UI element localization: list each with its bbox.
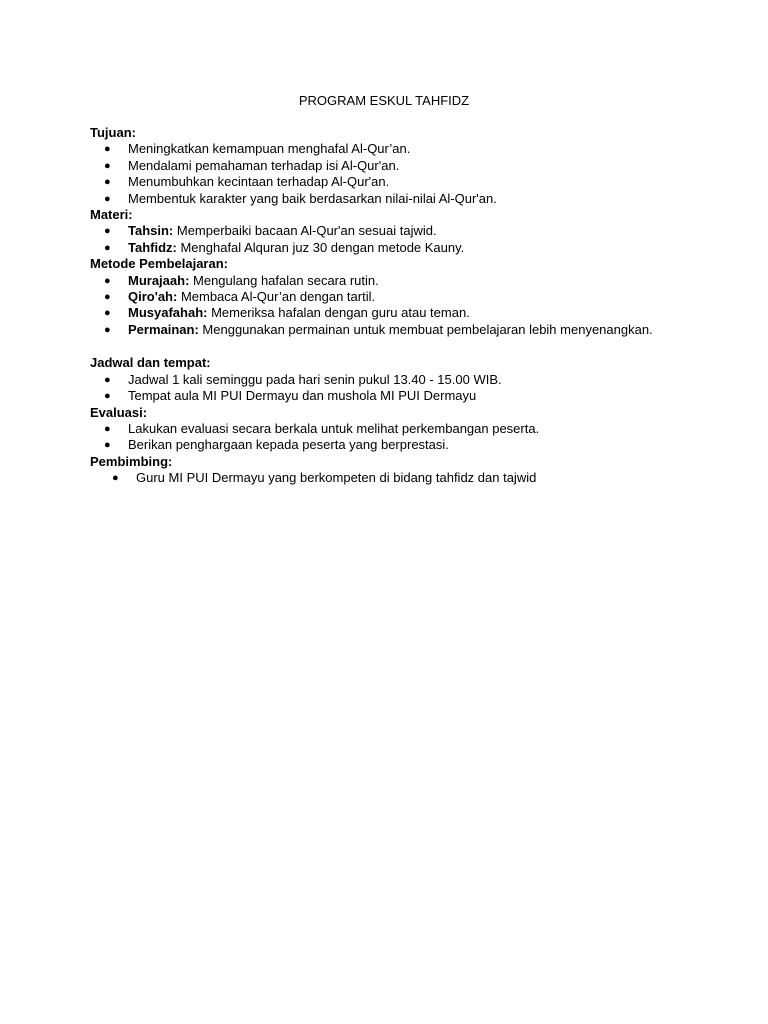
item-term: Permainan: [128,321,199,337]
bullet-list [90,141,690,207]
item-text: Membaca Al-Qur’an dengan tartil. [177,289,376,305]
bullet-icon: ● [104,225,111,238]
document-body [90,125,690,487]
list-item [90,240,690,256]
item-text: Membentuk karakter yang baik berdasarkan nilai-nilai Al-Qur'an. [128,190,497,206]
paragraph-gap [90,338,690,355]
item-text: Lakukan evaluasi secara berkala untuk melihat perkembangan peserta. [128,420,540,436]
document-title: PROGRAM ESKUL TAHFIDZ [298,93,470,108]
bullet-icon: ● [104,307,111,320]
section-heading: Tujuan: [90,125,136,140]
bullet-icon: ● [104,176,111,189]
item-text: Memeriksa hafalan dengan guru atau teman. [207,305,470,321]
item-text: Menggunakan permainan untuk membuat pembelajaran lebih menyenangkan. [198,321,653,337]
item-text: Memperbaiki bacaan Al-Qur'an sesuai tajwid. [173,223,437,239]
bullet-icon: ● [104,192,111,205]
section-heading: Materi: [90,207,133,223]
bullet-icon: ● [104,323,111,336]
item-text: Berikan penghargaan kepada peserta yang berprestasi. [128,437,449,453]
list-item [90,372,690,388]
item-text: Mengulang hafalan secara rutin. [189,272,379,288]
bullet-icon: ● [104,390,111,403]
section-metode-pembelajaran [90,256,690,338]
bullet-icon: ● [104,422,111,435]
section-heading: Jadwal dan tempat: [90,355,211,371]
bullet-list [90,273,690,339]
section-heading: Evaluasi: [90,404,148,420]
item-text: Guru MI PUI Dermayu yang berkompeten di bidang tahfidz dan tajwid [136,470,537,486]
item-text: Tempat aula MI PUI Dermayu dan mushola MI PUI Dermayu [128,388,477,404]
list-item [90,191,690,207]
item-term: Musyafahah: [128,305,208,321]
item-text: Meningkatkan kemampuan menghafal Al-Qur’an. [128,141,411,157]
list-item [90,470,690,486]
section-evaluasi [90,405,690,454]
bullet-icon: ● [104,159,111,172]
bullet-list [90,421,690,454]
list-item [90,322,690,338]
bullet-icon: ● [104,373,111,386]
bullet-icon: ● [104,439,111,452]
bullet-list [90,372,690,405]
list-item [90,437,690,453]
item-term: Tahsin: [128,223,174,239]
section-heading: Metode Pembelajaran: [90,256,228,272]
list-item [90,223,690,239]
section-materi [90,207,690,256]
section-pembimbing [90,454,690,487]
item-text: Menghafal Alquran juz 30 dengan metode Kauny. [176,239,465,255]
item-term: Tahfidz: [128,239,177,255]
bullet-icon: ● [112,472,119,485]
item-text: Menumbuhkan kecintaan terhadap Al-Qur'an. [128,174,390,190]
list-item [90,305,690,321]
list-item [90,158,690,174]
bullet-icon: ● [104,274,111,287]
section-tujuan [90,125,690,207]
section-jadwal-dan-tempat [90,355,690,404]
list-item [90,289,690,305]
section-heading: Pembimbing: [90,453,173,469]
item-term: Murajaah: [128,272,190,288]
bullet-list [90,470,690,486]
list-item [90,174,690,190]
list-item [90,388,690,404]
list-item [90,421,690,437]
bullet-list [90,223,690,256]
item-text: Jadwal 1 kali seminggu pada hari senin pukul 13.40 - 15.00 WIB. [128,371,502,387]
bullet-icon: ● [104,143,111,156]
bullet-icon: ● [104,241,111,254]
list-item [90,273,690,289]
item-term: Qiro'ah: [128,289,178,305]
item-text: Mendalami pemahaman terhadap isi Al-Qur'an. [128,157,400,173]
list-item [90,141,690,157]
bullet-icon: ● [104,291,111,304]
